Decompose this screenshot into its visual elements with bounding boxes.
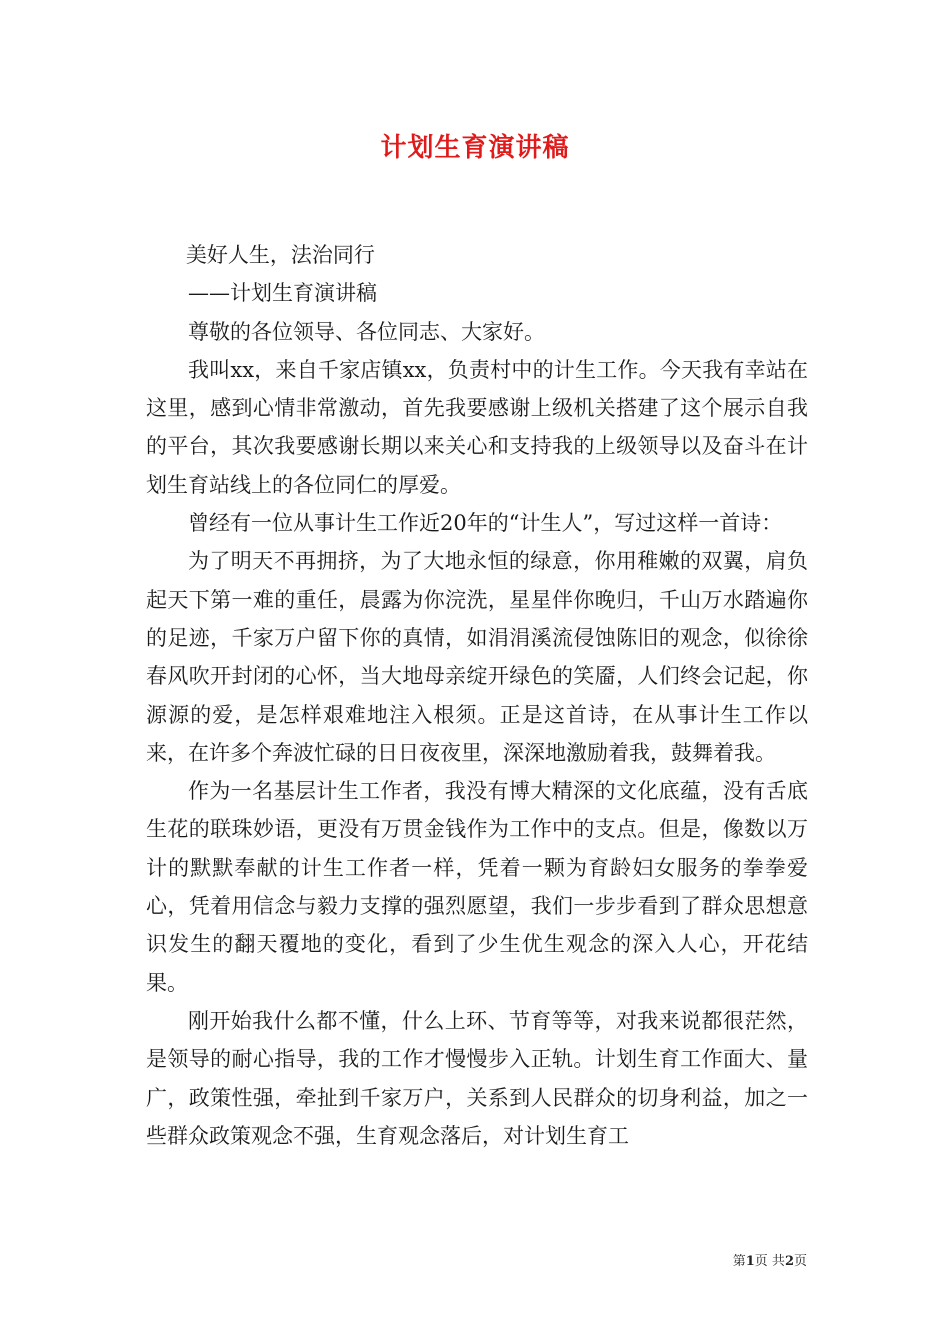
page-number-prefix: 第 — [732, 1254, 746, 1269]
page-number — [733, 1250, 807, 1269]
page-number-middle: 页 共 — [754, 1254, 785, 1269]
paragraph-subtitle: 美好人生，法治同行 — [185, 243, 375, 267]
paragraph-poem: 为了明天不再拥挤，为了大地永恒的绿意，你用稚嫩的双翼，肩负起天下第一难的重任，晨露为你浣洗，星星伴你晚归，千山万水踏遍你的足迹，千家万户留下你的真情，如涓涓溪流侵蚀陈旧的观念，似徐徐春风吹开封闭的心怀，当大地母亲绽开绿色的笑靥，人们终会记起，你源源的爱，是怎样艰难地注入根须。正是这首诗，在从事计生工作以来，在许多个奔波忙碌的日日夜夜里，深深地激励着我，鼓舞着我。 — [146, 549, 808, 765]
paragraph-beginning: 刚开始我什么都不懂，什么上环、节育等等，对我来说都很茫然，是领导的耐心指导，我的工作才慢慢步入正轨。计划生育工作面大、量广，政策性强，牵扯到千家万户，关系到人民群众的切身利益，加之一些群众政策观念不强，生育观念落后，对计划生育工 — [146, 1008, 808, 1148]
page-number-current: 1 — [745, 1254, 755, 1269]
paragraph-subheading: ——计划生育演讲稿 — [188, 281, 377, 306]
paragraph-introduction: 我叫xx，来自千家店镇xx，负责村中的计生工作。今天我有幸站在这里，感到心情非常激动，首先我要感谢上级机关搭建了这个展示自我的平台，其次我要感谢长期以来关心和支持我的上级领导以及奋斗在计划生育站线上的各位同仁的厚爱。 — [146, 357, 808, 497]
paragraph-poem-intro: 曾经有一位从事计生工作近20年的“计生人”，写过这样一首诗： — [188, 511, 783, 536]
paragraph-grassroots: 作为一名基层计生工作者，我没有博大精深的文化底蕴，没有舌底生花的联珠妙语，更没有万贯金钱作为工作中的支点。但是，像数以万计的默默奉献的计生工作者一样，凭着一颗为育龄妇女服务的拳拳爱心，凭着用信念与毅力支撑的强烈愿望，我们一步步看到了群众思想意识发生的翻天覆地的变化，看到了少生优生观念的深入人心，开花结果。 — [146, 779, 808, 995]
page-number-total: 2 — [784, 1254, 794, 1269]
document-title: 计划生育演讲稿 — [380, 133, 570, 163]
document-body — [146, 236, 808, 1155]
page-number-suffix: 页 — [793, 1254, 807, 1269]
paragraph-greeting: 尊敬的各位领导、各位同志、大家好。 — [188, 319, 545, 344]
